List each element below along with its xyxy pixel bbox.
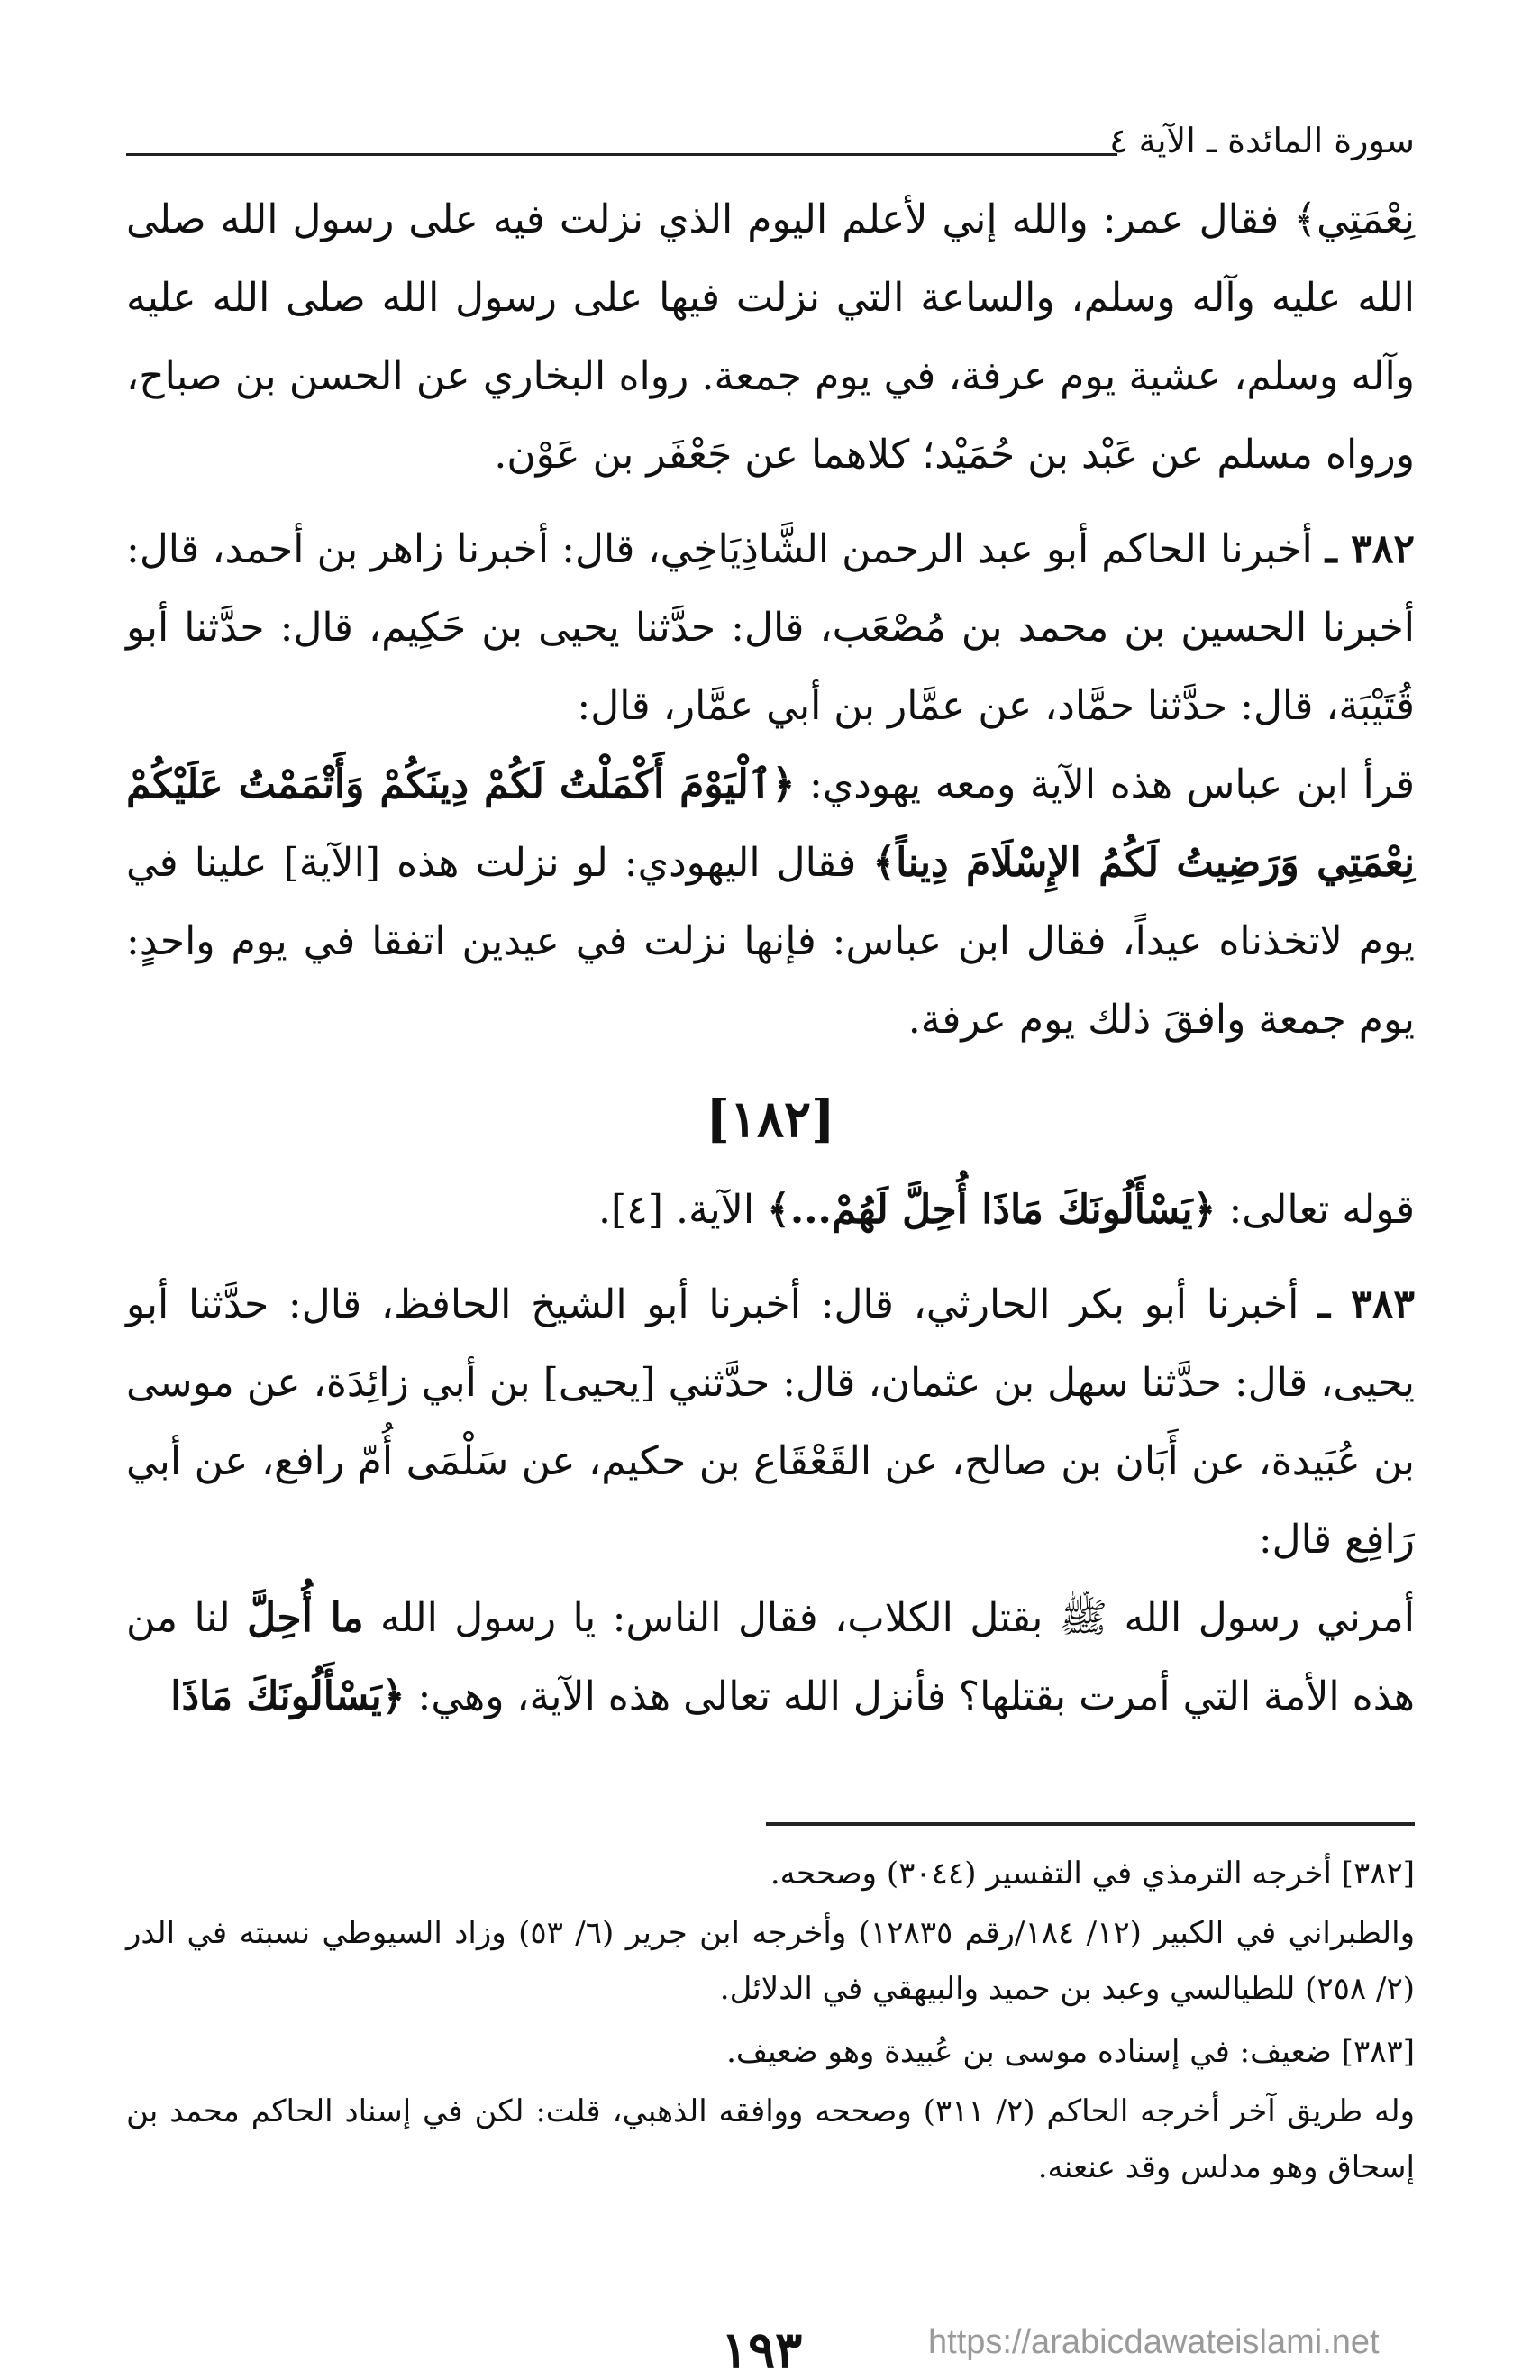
matn-text-before: أمرني رسول الله ﷺ بقتل الكلاب، فقال الناس: يا رسول الله [380,1595,1415,1641]
bold-phrase: ما أُحِلَّ [247,1595,364,1641]
hadith-383-matn [126,1579,1415,1736]
footnote-383: [٣٨٣] ضعيف: في إسناده موسى بن عُبيدة وهو ضعيف. [726,2034,1415,2070]
verse-intro: قوله تعالى: [1228,1187,1415,1233]
running-header [126,115,1415,166]
quran-verse: ﴿ٱلْيَوْمَ أَكْمَلْتُ لَكُمْ دِينَكُمْ وَأَتْمَمْتُ عَلَيْكُمْ نِعْمَتِي وَرَضِيتُ لَكُمُ الإِسْلَامَ دِيناً﴾ [126,761,1415,886]
footnote-382-continued: والطبراني في الكبير (١٢/ ١٨٤/رقم ١٢٨٣٥) وأخرجه ابن جرير (٦/ ٥٣) وزاد السيوطي نسبته في الدر (٢/ ٢٥٨) للطيالسي وعبد بن حميد والبيهقي في الدلائل. [126,1915,1416,2007]
page-number: ١٩٣ [721,2321,803,2380]
section-verse-line [126,1171,1415,1249]
header-rule [126,153,1117,156]
footnote-382: [٣٨٢] أخرجه الترمذي في التفسير (٣٠٤٤) وصححه. [770,1856,1415,1892]
matn-text-after: لنا من هذه الأمة التي أمرت بقتلها؟ فأنزل الله تعالى هذه الآية، وهي: [126,1595,1415,1719]
matn-text-before: قرأ ابن عباس هذه الآية ومعه يهودي: [809,761,1415,807]
footnote-rule [766,1822,1415,1826]
hadith-383-isnad [126,1265,1415,1579]
isnad-text: أخبرنا أبو بكر الحارثي، قال: أخبرنا أبو الشيخ الحافظ، قال: حدَّثنا أبو يحيى، قال: حدَّثنا سهل بن عثمان، قال: حدَّثني [يحيى] بن أبي زائِدَة، عن موسى بن عُبَيدة، عن أَبَان بن صالح، عن القَعْقَاع بن حكيم، عن سَلْمَى أُمّ رافع، عن أبي رَافِع قال: [126,1281,1415,1563]
quran-verse: ﴿يَسْأَلُونَكَ مَاذَا أُحِلَّ لَهُمْ...﴾ [767,1187,1217,1233]
watermark-url: https://arabicdawateislami.net [928,2323,1380,2361]
section-heading: [١٨٢] [706,1090,835,1149]
hadith-382-matn [126,745,1415,1059]
matn-text-after: فقال اليهودي: لو نزلت هذه [الآية] علينا في يوم لاتخذناه عيداً، فقال ابن عباس: فإنها نزلت في عيدين اتفقا في يوم واحدٍ: يوم جمعة وافقَ ذلك يوم عرفة. [126,840,1415,1043]
footnote-383-continued: وله طريق آخر أخرجه الحاكم (٢/ ٣١١) وصححه ووافقه الذهبي، قلت: لكن في إسناد الحاكم محمد بن إسحاق وهو مدلس وقد عنعنه. [126,2093,1415,2185]
header-title: سورة المائدة ـ الآية ٤ [1109,121,1415,160]
hadith-number: ٣٨٢ ـ [1325,526,1415,572]
footnotes [126,1846,1415,2202]
hadith-number: ٣٨٣ ـ [1318,1281,1415,1327]
paragraph-continuation: نِعْمَتِي﴾ فقال عمر: والله إني لأعلم اليوم الذي نزلت فيه على رسول الله صلى الله عليه وآله وسلم، والساعة التي نزلت فيها على رسول الله صلى الله عليه وآله وسلم، عشية يوم عرفة، في يوم جمعة. رواه البخاري عن الحسن بن صباح، ورواه مسلم عن عَبْد بن حُمَيْد؛ كلاهما عن جَعْفَر بن عَوْن. [126,196,1415,478]
quran-verse: ﴿يَسْأَلُونَكَ مَاذَا [170,1673,406,1719]
verse-ref: الآية. [٤]. [598,1187,755,1233]
hadith-382-isnad [126,510,1415,745]
main-text [126,180,1415,1736]
isnad-text: أخبرنا الحاكم أبو عبد الرحمن الشَّاذِيَاخِي، قال: أخبرنا زاهر بن أحمد، قال: أخبرنا الحسين بن محمد بن مُصْعَب، قال: حدَّثنا يحيى بن حَكِيم، قال: حدَّثنا أبو قُتَيْبَة، قال: حدَّثنا حمَّاد، عن عمَّار بن أبي عمَّار، قال: [126,526,1415,729]
